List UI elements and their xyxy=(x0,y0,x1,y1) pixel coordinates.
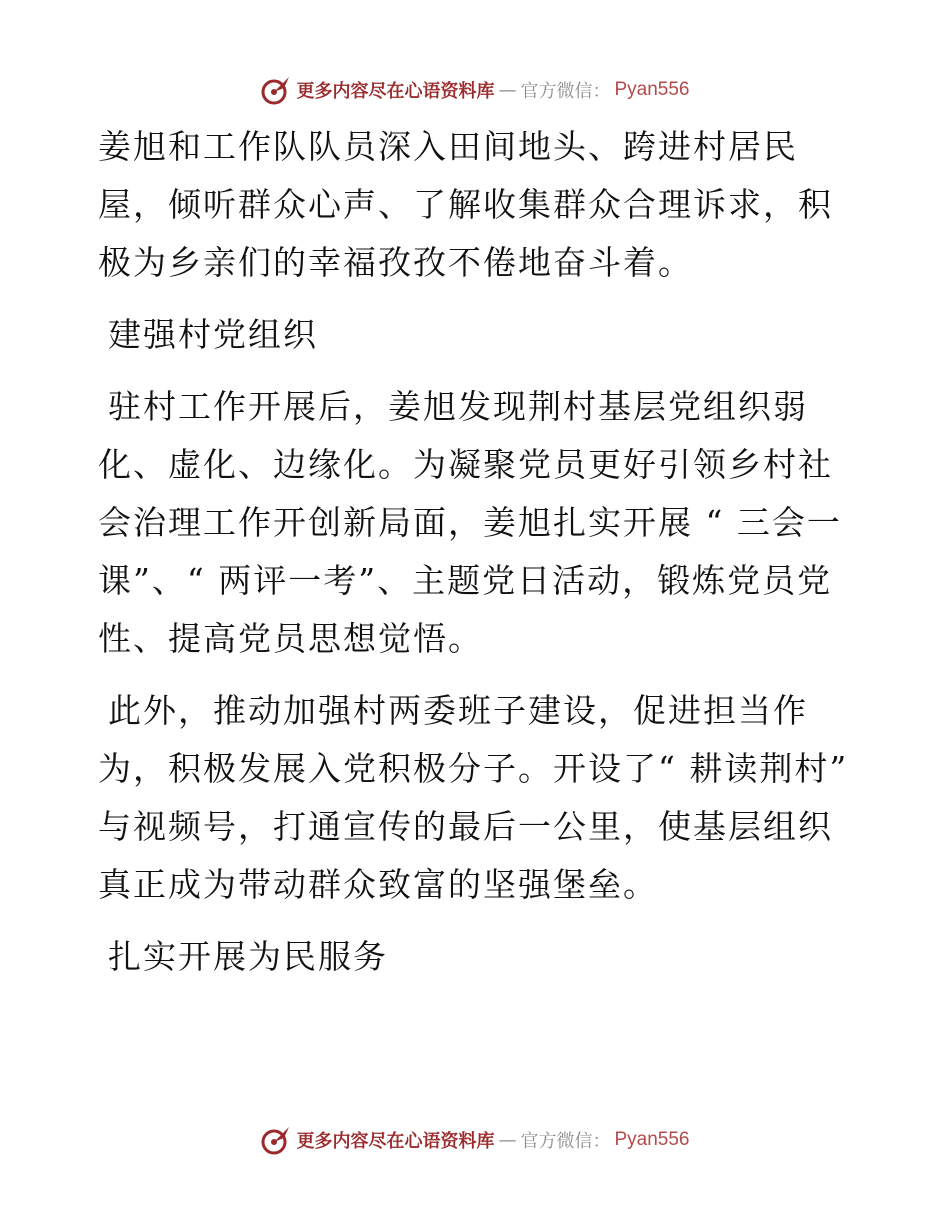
document-body xyxy=(98,118,858,1000)
quill-logo-icon xyxy=(260,1124,292,1156)
footer-banner-wechat-label: 官方微信： xyxy=(520,1131,611,1152)
paragraph-2: 驻村工作开展后，姜旭发现荆村基层党组织弱化、虚化、边缘化。为凝聚党员更好引领乡村社会治理工作开创新局面，姜旭扎实开展 “ 三会一课”、“ 两评一考”、主题党日活动，锻炼党员党性、提高党员思想觉悟。 xyxy=(98,387,842,658)
banner-title: 更多内容尽在心语资料库 xyxy=(296,81,495,102)
header-banner xyxy=(0,70,950,110)
paragraph-3: 此外，推动加强村两委班子建设，促进担当作为，积极发展入党积极分子。开设了“ 耕读荆村” 与视频号，打通宣传的最后一公里，使基层组织真正成为带动群众致富的坚强堡垒。 xyxy=(98,691,849,904)
footer-banner xyxy=(0,1120,950,1160)
section-heading-1: 建强村党组织 xyxy=(108,315,318,354)
quill-logo-icon xyxy=(260,74,292,106)
banner-wechat-label: 官方微信： xyxy=(520,81,611,102)
banner-dash: — xyxy=(498,79,517,101)
footer-banner-wechat-id: Pyan556 xyxy=(614,1129,690,1150)
banner-wechat-id: Pyan556 xyxy=(614,79,690,100)
section-heading-2: 扎实开展为民服务 xyxy=(108,937,388,976)
footer-banner-title: 更多内容尽在心语资料库 xyxy=(296,1131,495,1152)
paragraph-1: 姜旭和工作队队员深入田间地头、跨进村居民屋，倾听群众心声、了解收集群众合理诉求，积极为乡亲们的幸福孜孜不倦地奋斗着。 xyxy=(98,127,833,282)
footer-banner-dash: — xyxy=(498,1129,517,1151)
